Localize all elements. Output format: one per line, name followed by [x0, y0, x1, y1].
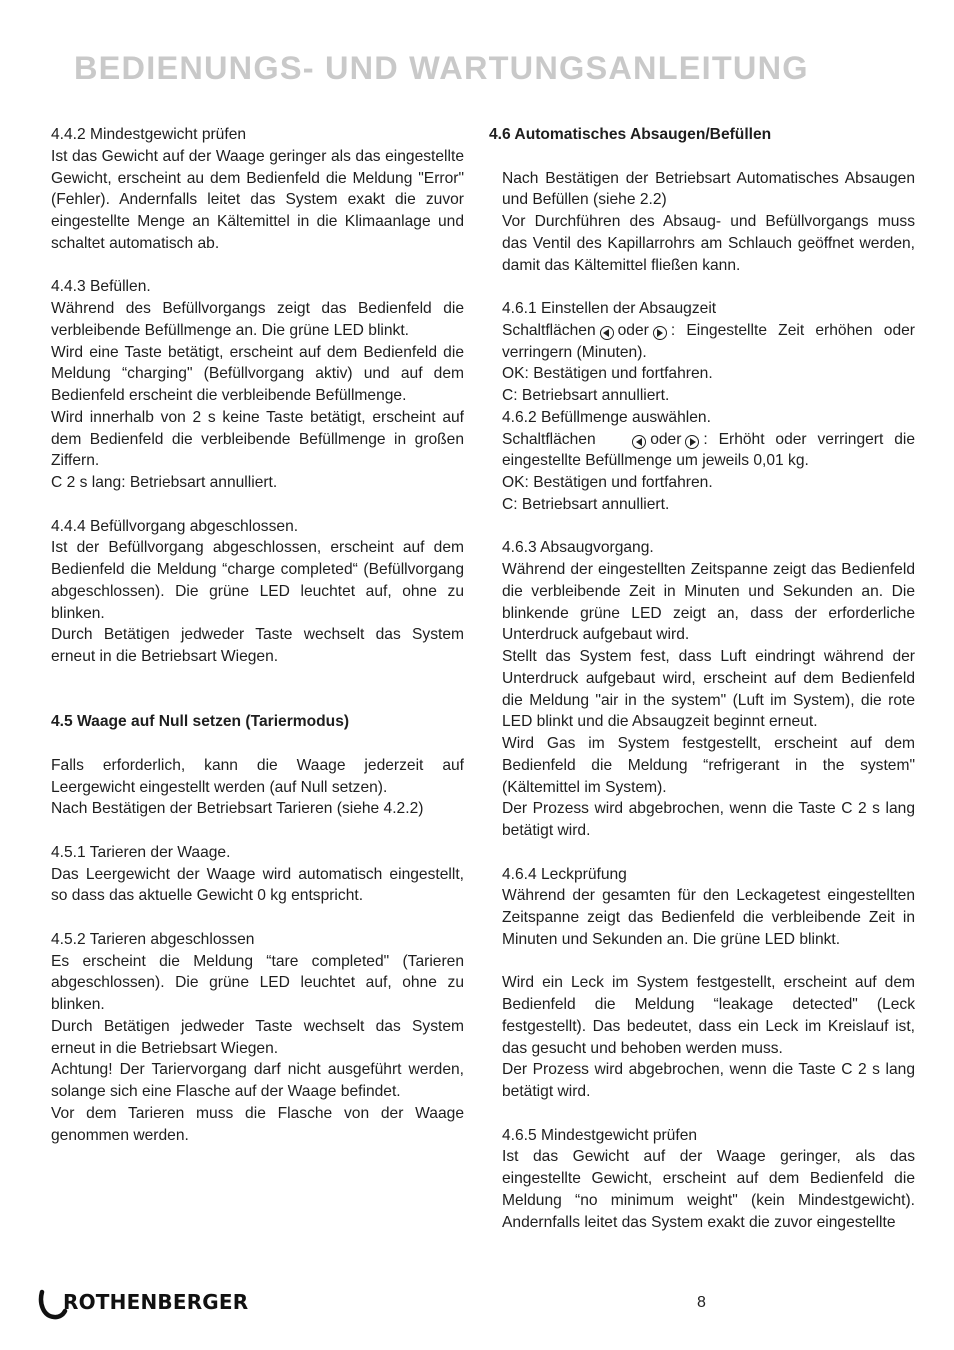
- section-heading-4-4-4: 4.4.4 Befüllvorgang abgeschlossen.: [51, 517, 299, 535]
- page-number: 8: [697, 1294, 706, 1311]
- or-label: oder: [617, 321, 649, 339]
- or-label: oder: [650, 430, 682, 448]
- paragraph: Während der gesamten für den Leckagetest eingestellten Zeitspanne zeigt das Bedienfeld die verbleibende Zeit in Minuten und Sekunden an. Die grüne LED blinkt.: [502, 887, 915, 948]
- paragraph: Durch Betätigen jedweder Taste wechselt das System erneut in die Betriebsart Wiegen.: [51, 1017, 464, 1057]
- section-heading-4-6-5: 4.6.5 Mindestgewicht prüfen: [502, 1126, 698, 1144]
- section-heading-4-4-2: 4.4.2 Mindestgewicht prüfen: [51, 126, 247, 143]
- paragraph: Nach Bestätigen der Betriebsart Automatisches Absaugen und Befüllen (siehe 2.2): [502, 169, 915, 209]
- paragraph: Während des Befüllvorgangs zeigt das Bedienfeld die verbleibende Befüllmenge an. Die grüne LED blinkt.: [51, 300, 464, 339]
- section-heading-4-5-2: 4.5.2 Tarieren abgeschlossen: [51, 930, 255, 948]
- warning-paragraph: Achtung! Der Tariervorgang darf nicht ausgeführt werden, solange sich eine Flasche auf der Waage befindet.: [51, 1061, 464, 1100]
- page-title: BEDIENUNGS- UND WARTUNGSANLEITUNG: [74, 50, 809, 86]
- paragraph: Während der eingestellten Zeitspanne zeigt das Bedienfeld die verbleibende Zeit in Minuten und Sekunden an. Die blinkende grüne LED zeigt an, dass der erforderliche Unterdruck aufgebaut wird.: [502, 561, 915, 644]
- paragraph: Stellt das System fest, dass Luft eindringt während der Unterdruck aufgebaut wird, erscheint auf dem Bedienfeld die Meldung "air in the system" (Luft im System), die rote LED blinkt und die Absaugzeit beginnt erneut.: [502, 648, 915, 731]
- section-heading-4-6: 4.6 Automatisches Absaugen/Befüllen: [489, 126, 772, 143]
- right-arrow-button-icon: [685, 435, 699, 449]
- buttons-label: Schaltflächen: [502, 430, 596, 448]
- section-heading-4-6-3: 4.6.3 Absaugvorgang.: [502, 539, 654, 557]
- paragraph: Falls erforderlich, kann die Waage jederzeit auf Leergewicht eingestellt werden (auf Null setzen).: [51, 756, 464, 796]
- section-heading-4-6-1: 4.6.1 Einstellen der Absaugzeit: [502, 300, 717, 317]
- c-instruction: C: Betriebsart annulliert.: [502, 387, 670, 404]
- right-arrow-button-icon: [653, 326, 667, 340]
- buttons-description: [489, 429, 915, 473]
- ok-instruction: OK: Bestätigen und fortfahren.: [502, 474, 713, 491]
- left-column: [51, 124, 464, 1146]
- buttons-effect: : Erhöht oder verringert die eingestellte Befüllmenge um jeweils 0,01 kg.: [502, 430, 915, 470]
- paragraph: Wird Gas im System festgestellt, erscheint auf dem Bedienfeld die Meldung “refrigerant in the system" (Kältemittel im System).: [502, 735, 915, 796]
- buttons-label: Schaltflächen: [502, 321, 596, 339]
- c-instruction: C: Betriebsart annulliert.: [502, 495, 670, 513]
- paragraph: Ist das Gewicht auf der Waage geringer, als das eingestellte Gewicht, erscheint auf dem Bedienfeld die Meldung “no minimum weight" (kein Mindestgewicht). Andernfalls leitet das System exakt die zuvor eingestellte: [502, 1148, 915, 1231]
- section-heading-4-4-3: 4.4.3 Befüllen.: [51, 278, 151, 296]
- paragraph: Ist das Gewicht auf der Waage geringer als das eingestellte Gewicht, erscheint au dem Bedienfeld die Meldung "Error" (Fehler). Andernfalls leitet das System exakt die zuvor eingestellte Menge an Kältemittel in die Klimaanlage und schaltet automatisch ab.: [51, 147, 464, 252]
- paragraph: Wird innerhalb von 2 s keine Taste betätigt, erscheint auf dem Bedienfeld die verbleibende Befüllmenge in großen Ziffern.: [51, 408, 464, 470]
- section-heading-4-5: 4.5 Waage auf Null setzen (Tariermodus): [51, 713, 350, 731]
- paragraph: Das Leergewicht der Waage wird automatisch eingestellt, so dass das aktuelle Gewicht 0 kg entspricht.: [51, 865, 464, 905]
- ok-instruction: OK: Bestätigen und fortfahren.: [502, 365, 713, 383]
- logo-text: ROTHENBERGER: [63, 1290, 249, 1314]
- paragraph: Wird eine Taste betätigt, erscheint auf dem Bedienfeld die Meldung “charging" (Befüllvorgang aktiv) und auf dem Bedienfeld erscheint die verbleibende Befüllmenge.: [51, 343, 464, 404]
- left-arrow-button-icon: [632, 435, 646, 449]
- buttons-description: [489, 320, 915, 364]
- paragraph: Es erscheint die Meldung “tare completed" (Tarieren abgeschlossen). Die grüne LED leuchtet auf, ohne zu blinken.: [51, 952, 464, 1013]
- buttons-effect: : Eingestellte Zeit erhöhen oder verringern (Minuten).: [502, 321, 915, 361]
- left-arrow-button-icon: [600, 326, 614, 340]
- paragraph: Vor Durchführen des Absaug- und Befüllvorgangs muss das Ventil des Kapillarrohrs am Schlauch geöffnet werden, damit das Kältemittel fließen kann.: [502, 213, 915, 274]
- section-heading-4-5-1: 4.5.1 Tarieren der Waage.: [51, 843, 231, 861]
- paragraph: Wird ein Leck im System festgestellt, erscheint auf dem Bedienfeld die Meldung “leakage detected" (Leck festgestellt). Das bedeutet, dass ein Leck im Kreislauf ist, das gesucht und behoben werden muss.: [502, 974, 915, 1057]
- right-column: [489, 124, 915, 1233]
- paragraph: Ist der Befüllvorgang abgeschlossen, erscheint auf dem Bedienfeld die Meldung “charge completed“ (Befüllvorgang abgeschlossen). Die grüne LED leuchtet auf, ohne zu blinken.: [51, 539, 464, 622]
- paragraph: C 2 s lang: Betriebsart annulliert.: [51, 474, 278, 491]
- rothenberger-logo: [38, 1289, 278, 1325]
- paragraph: Der Prozess wird abgebrochen, wenn die Taste C 2 s lang betätigt wird.: [502, 800, 915, 839]
- paragraph: Nach Bestätigen der Betriebsart Tarieren (siehe 4.2.2): [51, 800, 424, 818]
- paragraph: Durch Betätigen jedweder Taste wechselt das System erneut in die Betriebsart Wiegen.: [51, 626, 464, 665]
- paragraph: Vor dem Tarieren muss die Flasche von der Waage genommen werden.: [51, 1104, 464, 1144]
- section-heading-4-6-2: 4.6.2 Befüllmenge auswählen.: [502, 408, 711, 426]
- paragraph: Der Prozess wird abgebrochen, wenn die Taste C 2 s lang betätigt wird.: [502, 1061, 915, 1100]
- section-heading-4-6-4: 4.6.4 Leckprüfung: [502, 865, 627, 883]
